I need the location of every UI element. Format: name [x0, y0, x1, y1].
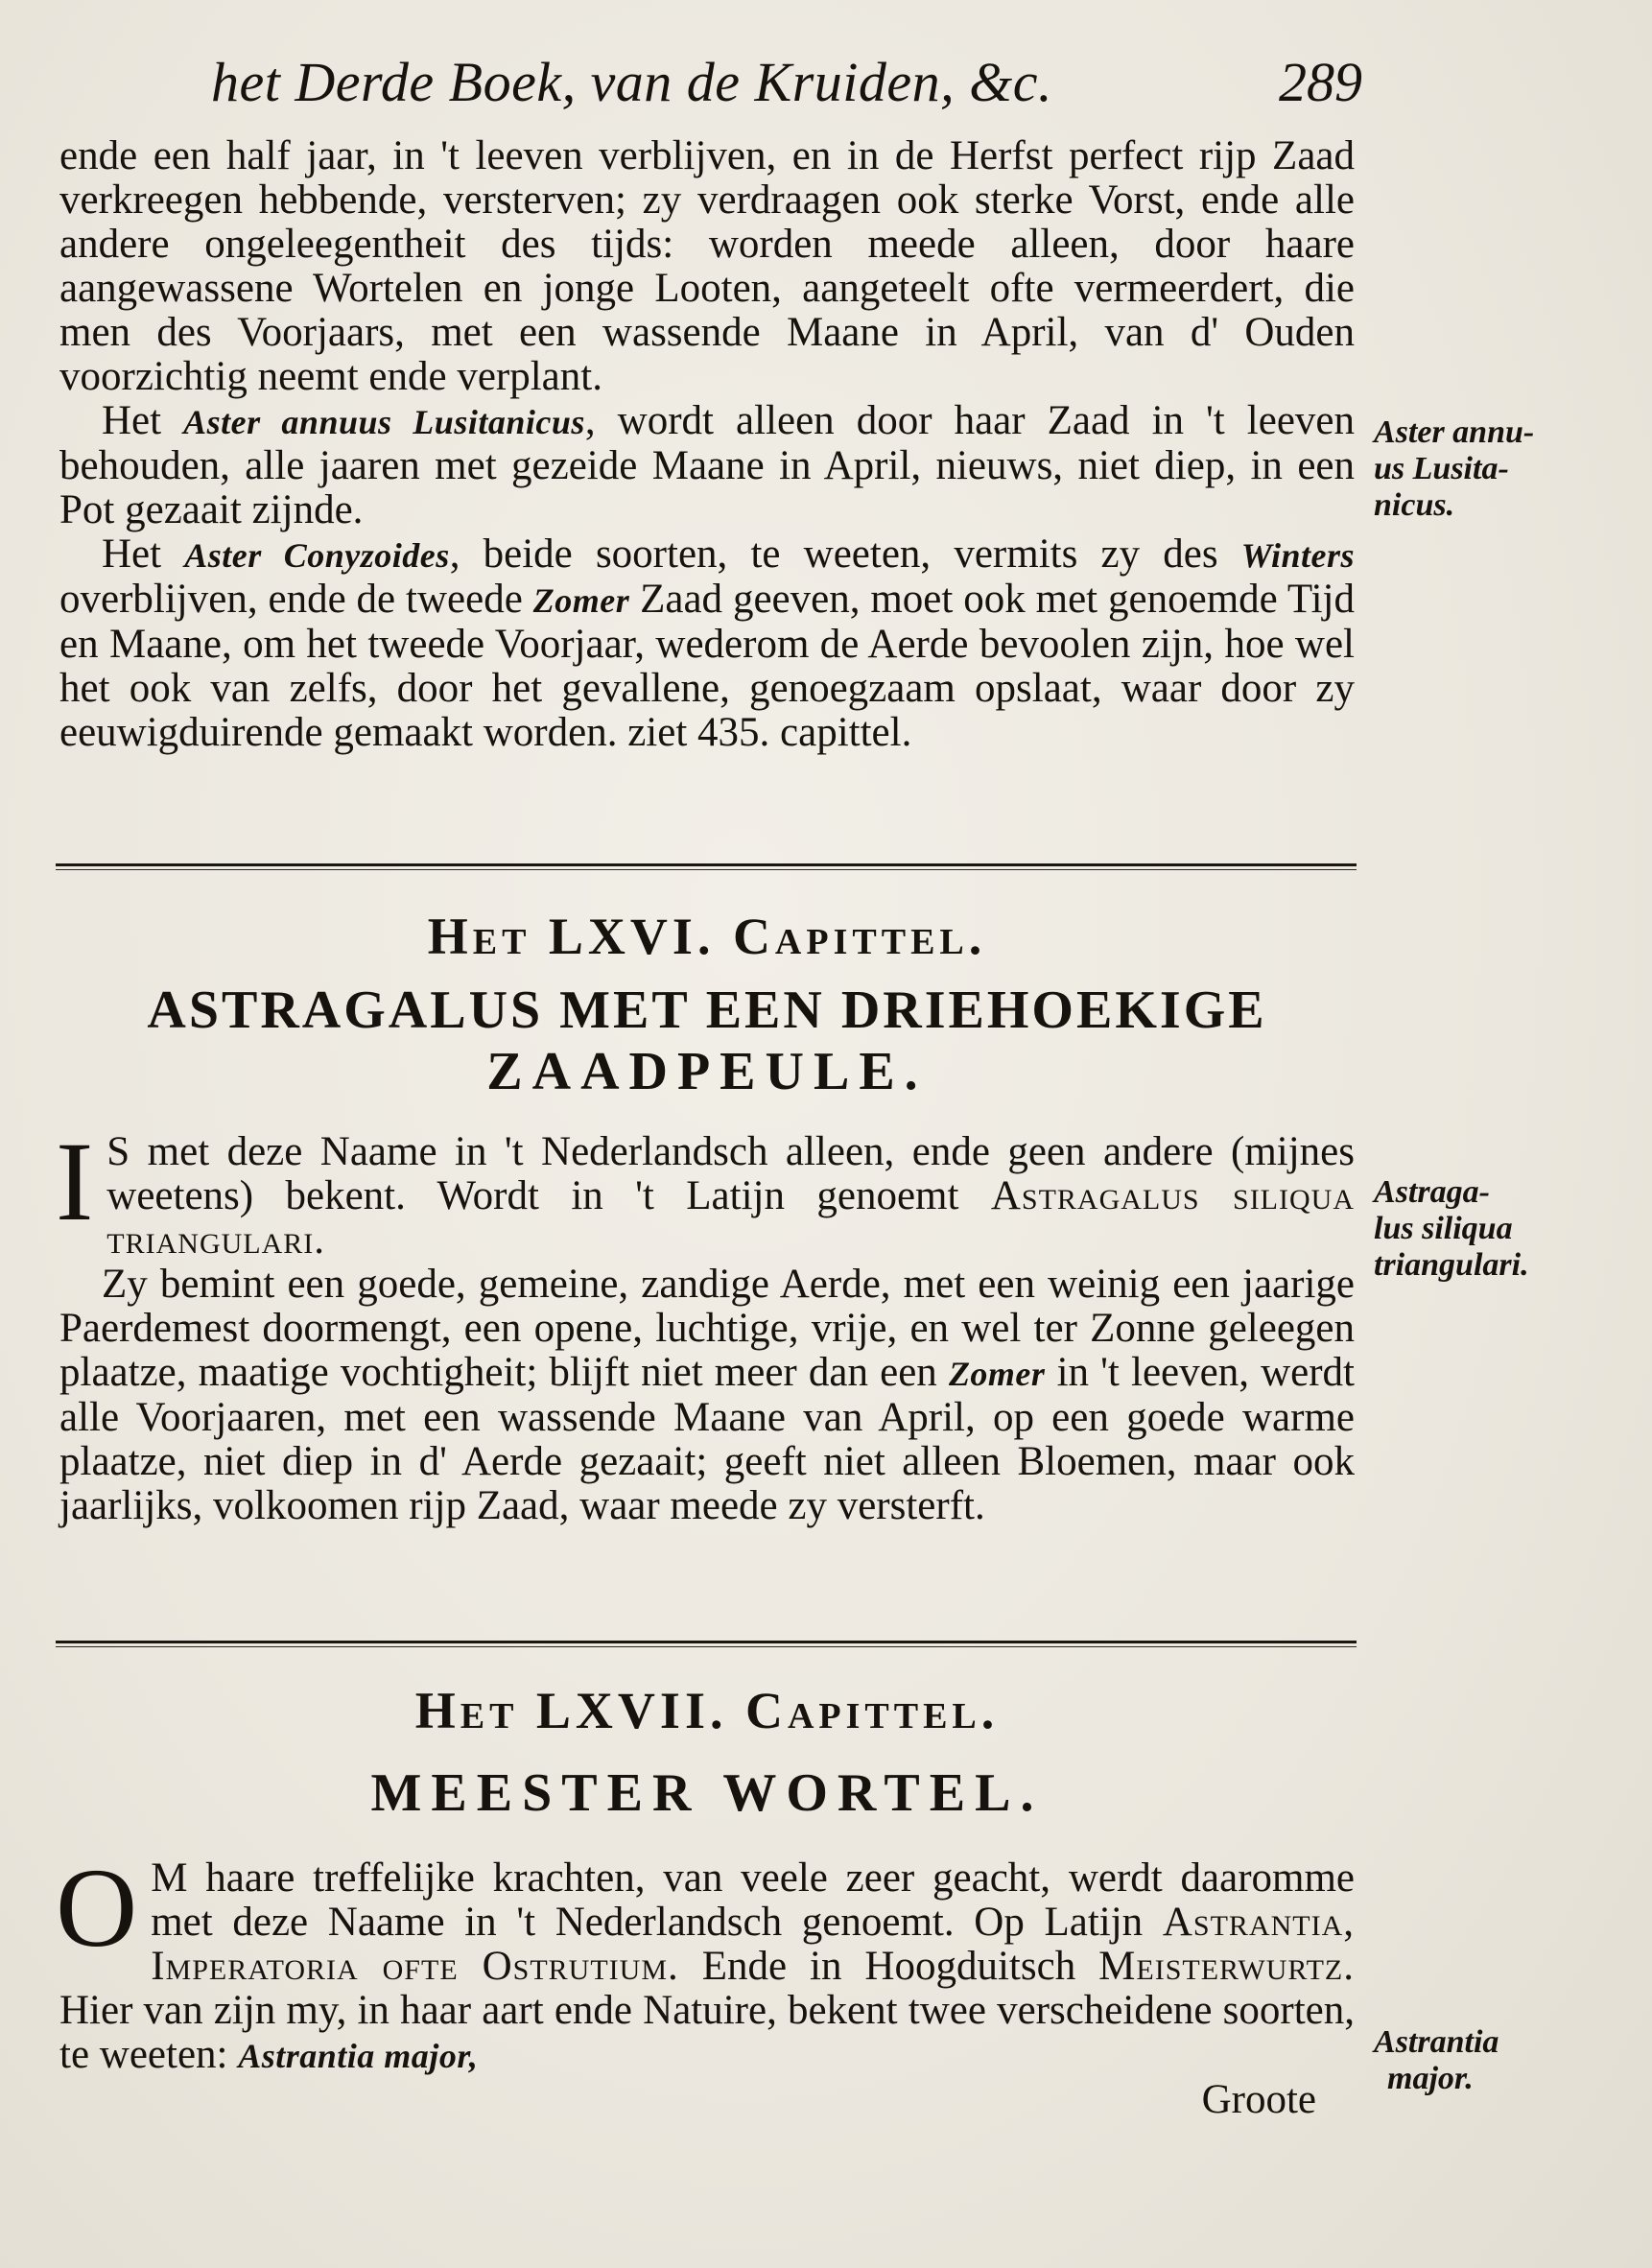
- chapter-67-text: [56, 1845, 1355, 2122]
- paragraph-1: ende een half jaar, in 't leeven verblijven, en in de Herfst perfect rijp Zaad verkreegen hebbende, versterven; zy verdraagen ook sterke Vorst, ende alle andere ongeleegentheit des tijds: worden meede alleen, door haare aangewassene Wortelen en jonge Looten, aangeteelt ofte vermeerdert, die men des Voorjaars, met een wassende Maane in April, van d' Ouden voorzichtig neemt ende verplant.: [59, 133, 1355, 399]
- page-header: [211, 50, 1362, 117]
- drop-capital: I: [56, 1119, 94, 1244]
- chapter-67-number: Het LXVII. Capittel.: [414, 1682, 1000, 1739]
- latin-name: Aster Conyzoides: [184, 536, 450, 575]
- section-a-text: [59, 134, 1355, 755]
- chapter-66-title-line1: ASTRAGALUS MET EEN DRIEHOEKIGE: [147, 980, 1267, 1040]
- page-number: 289: [1279, 51, 1362, 113]
- section-divider: [56, 863, 1357, 866]
- drop-capital: O: [56, 1845, 138, 1971]
- chapter-66-number: Het LXVI. Capittel.: [427, 908, 987, 965]
- running-title: het Derde Boek, van de Kruiden, &c.: [211, 51, 1053, 113]
- paragraph-1: O M haare treffelijke krachten, van veele zeer geacht, werdt daaromme met deze Naame in 't Nederlandsch genoemt. Op Latijn Astrantia, Imperatoria ofte Ostrutium. Ende in Hoogduitsch Meisterwurtz. Hier van zijn my, in haar aart ende Natuire, bekent twee verscheidene soorten, te weeten: Astrantia major,: [56, 1845, 1355, 2077]
- paragraph-3: Het Aster Conyzoides, beide soorten, te weeten, vermits zy des Winters overblijven, ende de tweede Zomer Zaad geeven, moet ook met genoemde Tijd en Maane, om het tweede Voorjaar, wederom de Aerde bevoolen zijn, hoe wel het ook van zelfs, door het gevallene, genoegzaam opslaat, waar door zy eeuwigduirende gemaakt worden. ziet 435. capittel.: [59, 532, 1356, 755]
- section-divider: [56, 1641, 1357, 1643]
- catchword: Groote: [1201, 2077, 1316, 2122]
- latin-name: Astragalus siliqua triangulari.: [106, 1173, 1355, 1263]
- margin-note-astragalus: Astraga- lus siliqua triangulari.: [1374, 1174, 1529, 1283]
- margin-note-aster: Aster annu- us Lusita- nicus.: [1374, 414, 1535, 523]
- latin-name: Aster annuus Lusitanicus: [183, 403, 585, 441]
- paragraph-2: Het Aster annuus Lusitanicus, wordt alleen door haar Zaad in 't leeven behouden, alle jaaren met gezeide Maane in April, nieuws, niet diep, in een Pot gezaait zijnde.: [59, 398, 1355, 532]
- chapter-66-text: [56, 1119, 1356, 1528]
- paragraph-1: I S met deze Naame in 't Nederlandsch alleen, ende geen andere (mijnes weetens) bekent. Wordt in 't Latijn genoemt Astragalus siliqua triangulari.: [56, 1119, 1355, 1263]
- chapter-67-title: MEESTER WORTEL.: [370, 1763, 1044, 1823]
- paragraph-2: Zy bemint een goede, gemeine, zandige Aerde, met een weinig een jaarige Paerdemest doormengt, een opene, luchtige, vrije, en wel ter Zonne geleegen plaatze, maatige vochtigheit; blijft niet meer dan een Zomer in 't leeven, werdt alle Voorjaaren, met een wassende Maane van April, op een goede warme plaatze, niet diep in d' Aerde gezaait; geeft niet alleen Bloemen, maar ook jaarlijks, volkoomen rijp Zaad, waar meede zy versterft.: [59, 1262, 1356, 1528]
- chapter-66-title-line2: ZAADPEULE.: [486, 1042, 928, 1101]
- margin-note-astrantia: Astrantia major.: [1374, 2024, 1499, 2096]
